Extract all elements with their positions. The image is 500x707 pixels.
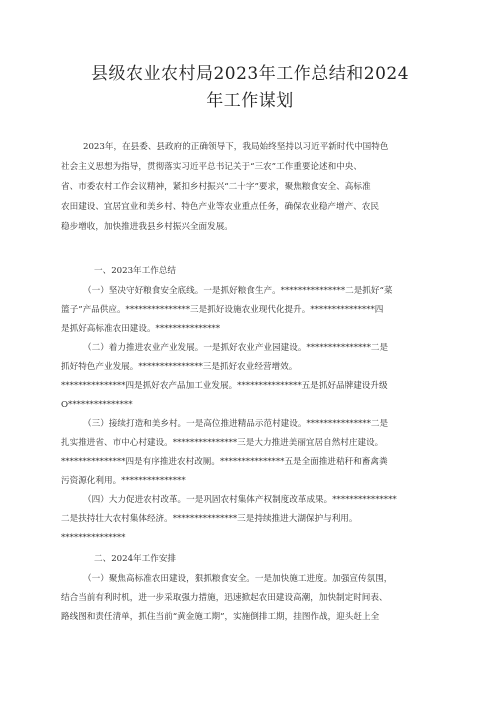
paragraph-line: *************** <box>61 533 126 543</box>
paragraph-line: 结合当前有利时机，进一步采取强力措施，迅速掀起农田建设高潮，加快制定时间表、 <box>61 593 388 603</box>
intro-line: 2023年，在县委、县政府的正确领导下，我局始终坚持以习近平新时代中国特色 <box>83 142 389 152</box>
paragraph-line: 污资源化利用。*************** <box>61 476 186 486</box>
intro-line: 社会主义思想为指导，贯彻落实习近平总书记关于“三农”工作重要论述和中央、 <box>61 162 362 172</box>
paragraph-line: 抓好特色产业发展。***************三是抓好农业经营增效。 <box>61 362 298 372</box>
paragraph-line: ***************四是有序推进农村改厕。***************五是全面推进秸秆和畜禽粪 <box>61 457 388 467</box>
section-heading-2023: 一、2023年工作总结 <box>94 266 177 276</box>
paragraph-line: （三）接续打造和美乡村。一是高位推进精品示范村建设。***************二是 <box>83 419 389 429</box>
paragraph-line: （一）坚决守好粮食安全底线。一是抓好粮食生产。***************二是抓好“菜 <box>83 286 393 296</box>
document-title-line2: 年工作谋划 <box>206 91 294 111</box>
paragraph-line: ***************四是抓好农产品加工业发展。***************五是抓好品牌建设升级 <box>61 381 388 391</box>
section-heading-2024: 二、2024年工作安排 <box>94 554 177 564</box>
intro-line: 农田建设、宜居宜业和美乡村、特色产业等农业重点任务，确保农业稳产增产、农民 <box>61 202 379 212</box>
paragraph-line: 篮子”产品供应。***************三是抓好设施农业现代化提升。***************四 <box>61 305 384 315</box>
paragraph-line: O*************** <box>61 400 133 410</box>
paragraph-line: 扎实推进省、市中心村建设。***************三是大力推进美丽宜居自然村庄建设。 <box>61 438 384 448</box>
intro-line: 省、市委农村工作会议精神，紧扣乡村振兴“二十字”要求，聚焦粮食安全、高标准 <box>61 182 371 192</box>
paragraph-line: 是抓好高标准农田建设。*************** <box>61 324 220 334</box>
paragraph-line: （四）大力促进农村改革。一是巩固农村集体产权制度改革成果。*************** <box>83 495 397 505</box>
paragraph-line: （二）着力推进农业产业发展。一是抓好农业产业园建设。***************二是 <box>83 343 389 353</box>
paragraph-line: （一）聚焦高标准农田建设，狠抓粮食安全。一是加快施工进度。加强宣传氛围， <box>83 574 393 584</box>
document-title-line1: 县级农业农村局2023年工作总结和2024 <box>90 64 410 84</box>
paragraph-line: 路线图和责任清单，抓住当前“黄金施工期”，实施倒排工期，挂图作战，迎头赶上全 <box>61 612 380 622</box>
intro-line: 稳步增收，加快推进我县乡村振兴全面发展。 <box>61 222 233 232</box>
paragraph-line: 二是扶持壮大农村集体经济。***************三是持续推进大湖保护与利用。 <box>61 514 358 524</box>
